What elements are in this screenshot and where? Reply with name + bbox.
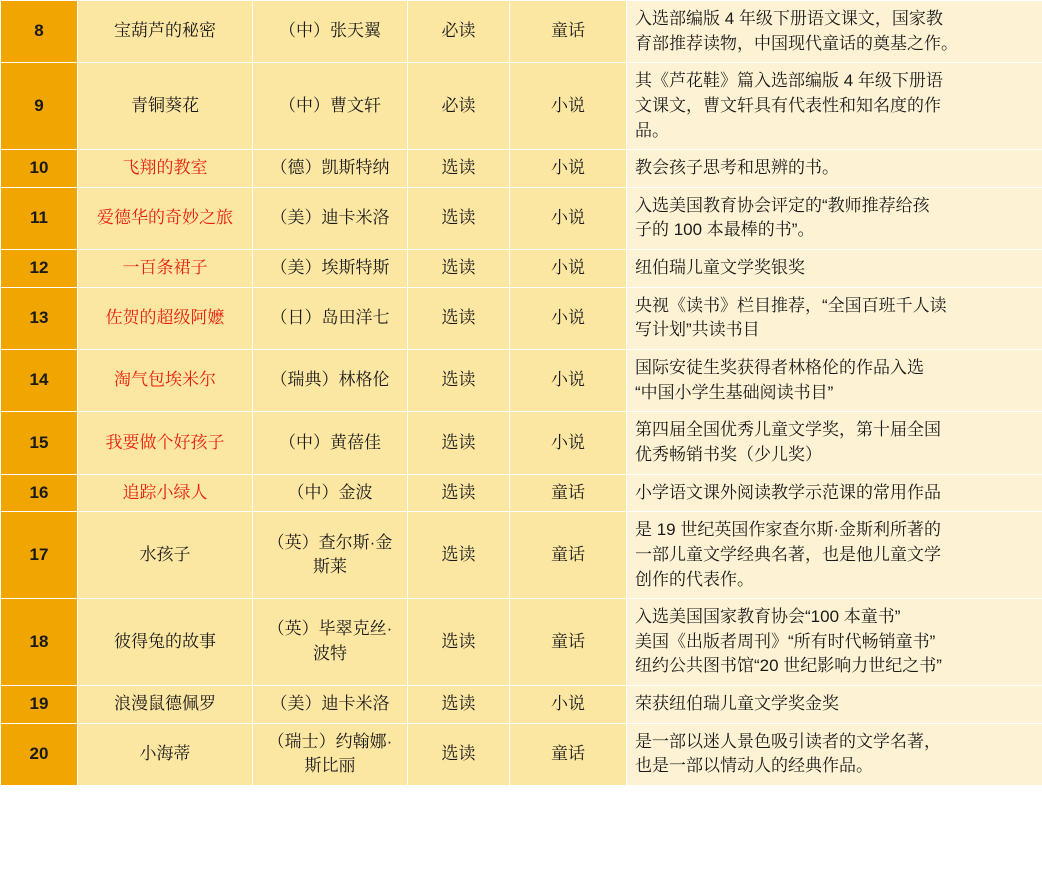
book-author-cell: （英）毕翠克丝·波特	[253, 599, 408, 686]
book-title-cell: 追踪小绿人	[78, 474, 253, 512]
book-title-cell: 爱德华的奇妙之旅	[78, 187, 253, 249]
recommendation-note-cell	[627, 474, 1042, 512]
reading-requirement-cell: 选读	[408, 599, 510, 686]
note-line: 也是一部以情动人的经典作品。	[635, 756, 873, 776]
table-row	[1, 63, 1042, 150]
reading-requirement-cell: 选读	[408, 723, 510, 785]
book-author-cell: （美）迪卡米洛	[253, 686, 408, 724]
book-author-cell: （中）金波	[253, 474, 408, 512]
book-author-cell: （瑞典）林格伦	[253, 350, 408, 412]
table-row	[1, 512, 1042, 599]
row-index-cell: 20	[1, 723, 78, 785]
note-line: 入选部编版 4 年级下册语文课文，国家教	[635, 9, 943, 28]
table-row	[1, 187, 1042, 249]
note-line: 央视《读书》栏目推荐，“全国百班千人读	[635, 295, 947, 315]
note-line: 是一部以迷人景色吸引读者的文学名著，	[635, 731, 941, 751]
note-line: 其《芦花鞋》篇入选部编版 4 年级下册语	[635, 71, 943, 91]
book-genre-cell: 小说	[510, 350, 627, 412]
reading-requirement-cell: 选读	[408, 512, 510, 599]
row-index-cell: 18	[1, 599, 78, 686]
reading-requirement-cell: 选读	[408, 412, 510, 474]
book-title-cell: 小海蒂	[78, 723, 253, 785]
table-row	[1, 723, 1042, 785]
book-author-cell: （美）埃斯特斯	[253, 250, 408, 288]
reading-requirement-cell: 选读	[408, 686, 510, 724]
note-line: “中国小学生基础阅读书目”	[635, 382, 834, 402]
reading-requirement-cell: 选读	[408, 150, 510, 188]
book-author-cell: （美）迪卡米洛	[253, 187, 408, 249]
book-genre-cell: 小说	[510, 150, 627, 188]
recommendation-note-cell	[627, 686, 1042, 724]
book-title-cell: 淘气包埃米尔	[78, 350, 253, 412]
recommendation-note-cell	[627, 599, 1042, 686]
note-line: 育部推荐读物，中国现代童话的奠基之作。	[635, 33, 958, 53]
table-row	[1, 474, 1042, 512]
table-body	[1, 1, 1042, 786]
note-line: 优秀畅销书奖（少儿奖）	[635, 444, 822, 464]
book-genre-cell: 童话	[510, 1, 627, 63]
table-row	[1, 686, 1042, 724]
book-title-cell: 水孩子	[78, 512, 253, 599]
note-line: 荣获纽伯瑞儿童文学奖金奖	[635, 694, 839, 714]
note-line: 创作的代表作。	[635, 569, 754, 589]
note-line: 子的 100 本最棒的书”。	[635, 220, 815, 240]
recommendation-note-cell	[627, 512, 1042, 599]
book-title-cell: 宝葫芦的秘密	[78, 1, 253, 63]
note-line: 入选美国国家教育协会“100 本童书”	[635, 607, 901, 627]
recommendation-note-cell	[627, 412, 1042, 474]
row-index-cell: 8	[1, 1, 78, 63]
row-index-cell: 17	[1, 512, 78, 599]
reading-requirement-cell: 选读	[408, 187, 510, 249]
recommendation-note-cell	[627, 250, 1042, 288]
reading-requirement-cell: 必读	[408, 1, 510, 63]
book-genre-cell: 小说	[510, 412, 627, 474]
note-line: 是 19 世纪英国作家查尔斯·金斯利所著的	[635, 520, 942, 540]
recommendation-note-cell	[627, 187, 1042, 249]
note-line: 一部儿童文学经典名著，也是他儿童文学	[635, 544, 941, 564]
book-title-cell: 一百条裙子	[78, 250, 253, 288]
row-index-cell: 12	[1, 250, 78, 288]
book-author-cell: （中）张天翼	[253, 1, 408, 63]
table-row	[1, 150, 1042, 188]
book-genre-cell: 童话	[510, 474, 627, 512]
book-title-cell: 青铜葵花	[78, 63, 253, 150]
book-title-cell: 我要做个好孩子	[78, 412, 253, 474]
reading-requirement-cell: 选读	[408, 250, 510, 288]
book-genre-cell: 小说	[510, 287, 627, 349]
book-title-cell: 彼得兔的故事	[78, 599, 253, 686]
table-row	[1, 350, 1042, 412]
book-genre-cell: 小说	[510, 686, 627, 724]
book-genre-cell: 小说	[510, 187, 627, 249]
note-line: 小学语文课外阅读教学示范课的常用作品	[635, 482, 941, 502]
reading-requirement-cell: 选读	[408, 350, 510, 412]
row-index-cell: 16	[1, 474, 78, 512]
table-row	[1, 287, 1042, 349]
recommendation-note-cell	[627, 723, 1042, 785]
note-line: 文课文，曹文轩具有代表性和知名度的作	[635, 95, 941, 115]
note-line: 入选美国教育协会评定的“教师推荐给孩	[635, 195, 930, 215]
row-index-cell: 11	[1, 187, 78, 249]
reading-requirement-cell: 必读	[408, 63, 510, 150]
book-genre-cell: 童话	[510, 723, 627, 785]
table-row	[1, 599, 1042, 686]
reading-requirement-cell: 选读	[408, 287, 510, 349]
recommendation-note-cell	[627, 350, 1042, 412]
recommendation-note-cell	[627, 287, 1042, 349]
book-author-cell: （英）查尔斯·金斯莱	[253, 512, 408, 599]
book-genre-cell: 童话	[510, 512, 627, 599]
reading-requirement-cell: 选读	[408, 474, 510, 512]
book-genre-cell: 童话	[510, 599, 627, 686]
recommendation-note-cell	[627, 63, 1042, 150]
note-line: 教会孩子思考和思辨的书。	[635, 158, 839, 178]
recommendation-note-cell	[627, 1, 1042, 63]
book-title-cell: 浪漫鼠德佩罗	[78, 686, 253, 724]
table-row	[1, 250, 1042, 288]
book-author-cell: （中）曹文轩	[253, 63, 408, 150]
row-index-cell: 19	[1, 686, 78, 724]
recommendation-note-cell	[627, 150, 1042, 188]
book-author-cell: （日）岛田洋七	[253, 287, 408, 349]
table-row	[1, 1, 1042, 63]
note-line: 美国《出版者周刊》“所有时代畅销童书”	[635, 631, 936, 651]
row-index-cell: 9	[1, 63, 78, 150]
row-index-cell: 10	[1, 150, 78, 188]
note-line: 品。	[635, 120, 669, 140]
row-index-cell: 14	[1, 350, 78, 412]
book-title-cell: 飞翔的教室	[78, 150, 253, 188]
note-line: 纽约公共图书馆“20 世纪影响力世纪之书”	[635, 656, 942, 676]
row-index-cell: 13	[1, 287, 78, 349]
note-line: 纽伯瑞儿童文学奖银奖	[635, 258, 805, 278]
row-index-cell: 15	[1, 412, 78, 474]
table-row	[1, 412, 1042, 474]
note-line: 写计划”共读书目	[635, 320, 760, 340]
book-author-cell: （德）凯斯特纳	[253, 150, 408, 188]
note-line: 国际安徒生奖获得者林格伦的作品入选	[635, 358, 924, 378]
book-genre-cell: 小说	[510, 63, 627, 150]
book-author-cell: （瑞士）约翰娜·斯比丽	[253, 723, 408, 785]
book-title-cell: 佐贺的超级阿嬷	[78, 287, 253, 349]
note-line: 第四届全国优秀儿童文学奖，第十届全国	[635, 420, 941, 440]
book-author-cell: （中）黄蓓佳	[253, 412, 408, 474]
book-genre-cell: 小说	[510, 250, 627, 288]
